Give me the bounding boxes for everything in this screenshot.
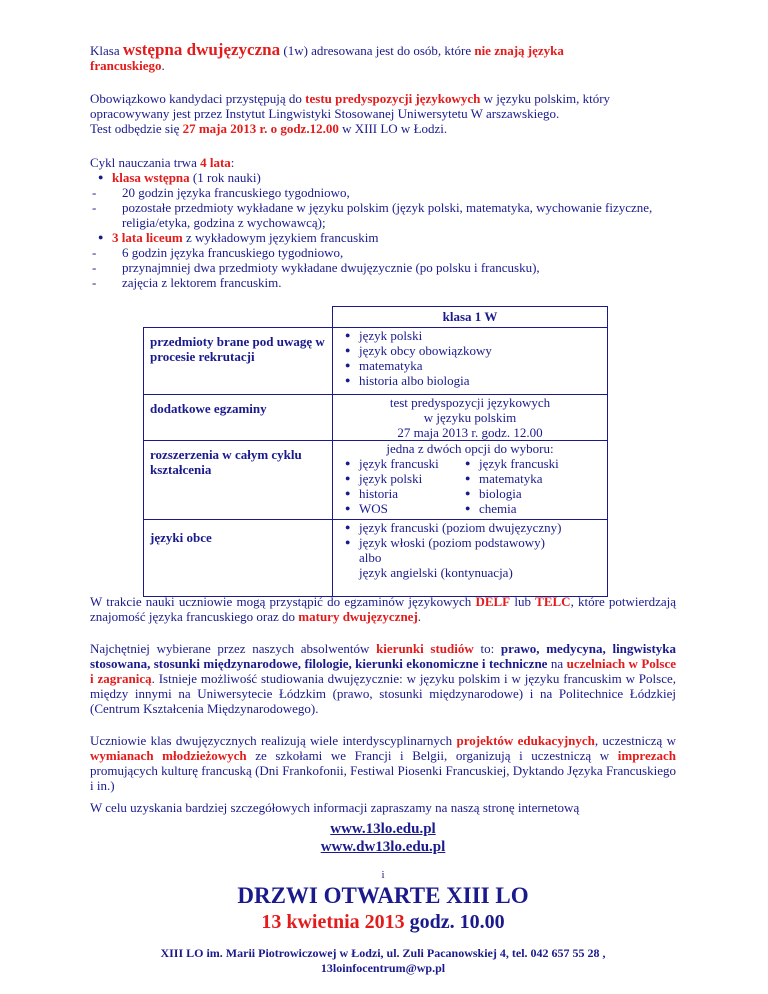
list-item: ● język polski bbox=[337, 471, 483, 486]
list-item: ● język francuski bbox=[457, 456, 603, 471]
row-label: języki obce bbox=[144, 520, 333, 597]
list-item: ● język polski bbox=[337, 328, 603, 343]
cycle-list bbox=[90, 170, 676, 290]
list-item: - 20 godzin języka francuskiego tygodniowo, bbox=[90, 185, 676, 200]
list-item: ● 3 lata liceum z wykładowym językiem francuskim bbox=[90, 230, 676, 245]
row-label: przedmioty brane pod uwagę w procesie rekrutacji bbox=[144, 328, 333, 395]
class-table: klasa 1 W przedmioty brane pod uwagę w procesie rekrutacji ● język polski ● język obcy obowiązkowy ● matematyka ● historia albo biologia dodatkowe egzaminy test predyspozycji językowych w języku polskim 27 maja 2013 r. godz. 12.00 rozszerzenia w całym cyklu kształcenia jedna z dwóch opcji do wyboru: ● język francuski ● język polski ● historia ● WOS ● język francuski ● matematyka ● biologia ● chemia języki obce ● język francuski (poziom dwujęzyczny) ● język włoski (poziom podstawowy) albo język angielski (kontynuacja) bbox=[143, 306, 608, 597]
list-item: ● chemia bbox=[457, 501, 603, 516]
list-item: - pozostałe przedmioty wykładane w języku polskim (język polski, matematyka, wychowanie fizyczne, religia/etyka, godzina z wychowawcą); bbox=[90, 200, 676, 230]
paragraph-test: Obowiązkowo kandydaci przystępują do testu predyspozycji językowych w języku polskim, który opracowywany jest przez Instytut Lingwistyki Stosowanej Uniwersytetu W arszawskiego. Test odbędzie się 27 maja 2013 r. o godz.12.00 w XIII LO w Łodzi. bbox=[90, 91, 611, 136]
list-item: ● język obcy obowiązkowy bbox=[337, 343, 603, 358]
list-item: - 6 godzin języka francuskiego tygodniowo, bbox=[90, 245, 676, 260]
list-item: ● biologia bbox=[457, 486, 603, 501]
list-item: język angielski (kontynuacja) bbox=[359, 565, 513, 580]
paragraph-projects: Uczniowie klas dwujęzycznych realizują wiele interdyscyplinarnych projektów edukacyjnych, uczestniczą w wymianach młodzieżowych ze szkołami we Francji i Belgii, organizują i uczestniczą w imprezach promujących kulturę francuską (Dni Frankofonii, Festiwal Piosenki Francuskiej, Dyktando Języka Francuskiego i in.) bbox=[90, 733, 677, 793]
list-item: ● historia albo biologia bbox=[337, 373, 603, 388]
footer: XIII LO im. Marii Piotrowiczowej w Łodzi, ul. Zuli Pacanowskiej 4, tel. 042 657 55 28 , 13loinfocentrum@wp.pl bbox=[80, 946, 686, 976]
list-item: ● historia bbox=[337, 486, 483, 501]
list-item: - przynajmniej dwa przedmioty wykładane dwujęzycznie (po polsku i francusku), bbox=[90, 260, 676, 275]
paragraph-exams: W trakcie nauki uczniowie mogą przystąpić do egzaminów językowych DELF lub TELC, które potwierdzają znajomość języka francuskiego oraz do matury dwujęzycznej. bbox=[90, 594, 677, 624]
table-header: klasa 1 W bbox=[333, 307, 608, 328]
list-item: ● język francuski (poziom dwujęzyczny) bbox=[337, 520, 603, 535]
paragraph-cycle: Cykl nauczania trwa 4 lata: ● klasa wstępna (1 rok nauki) - 20 godzin języka francuskiego tygodniowo, - pozostałe przedmioty wykładane w języku polskim (język polski, matematyka, wychowanie fizyczne, religia/etyka, godzina z wychowawcą); ● 3 lata liceum z wykładowym językiem francuskim - 6 godzin języka francuskiego tygodniowo, - przynajmniej dwa przedmioty wykładane dwujęzycznie (po polsku i francusku), - zajęcia z lektorem francuskim. bbox=[90, 155, 676, 290]
open-day-title: DRZWI OTWARTE XIII LO bbox=[237, 883, 529, 908]
footer-email: 13loinfocentrum@wp.pl bbox=[320, 961, 446, 975]
list-item: albo bbox=[359, 550, 382, 565]
row-label: dodatkowe egzaminy bbox=[144, 395, 333, 441]
conjunction: i bbox=[381, 869, 385, 881]
website-link-dw[interactable]: www.dw13lo.edu.pl bbox=[320, 839, 446, 855]
website-links bbox=[90, 820, 676, 856]
list-item: - zajęcia z lektorem francuskim. bbox=[90, 275, 676, 290]
languages-list bbox=[337, 520, 603, 580]
row-label: rozszerzenia w całym cyklu kształcenia bbox=[144, 441, 333, 520]
paragraph-intro: Klasa wstępna dwujęzyczna (1w) adresowana jest do osób, które nie znają języka francuskiego. bbox=[90, 40, 564, 73]
list-item: ● klasa wstępna (1 rok nauki) bbox=[90, 170, 676, 185]
recruitment-subjects bbox=[337, 328, 603, 388]
list-item: ● język włoski (poziom podstawowy) bbox=[337, 535, 603, 550]
list-item: ● język francuski bbox=[337, 456, 483, 471]
list-item: ● matematyka bbox=[337, 358, 603, 373]
website-link[interactable]: www.13lo.edu.pl bbox=[330, 821, 436, 837]
paragraph-studies: Najchętniej wybierane przez naszych absolwentów kierunki studiów to: prawo, medycyna, lingwistyka stosowana, stosunki międzynarodowe, filologie, kierunki ekonomiczne i techniczne na uczelniach w Polsce i zagranicą. Istnieje możliwość studiowania dwujęzycznie: w języku polskim i w języku francuskim w Polsce, między innymi na Uniwersytecie Łódzkim (prawo, stosunki międzynarodowe) i na Politechnice Łódzkiej (Centrum Kształcenia Międzynarodowego). bbox=[90, 641, 677, 716]
paragraph-website: W celu uzyskania bardziej szczegółowych informacji zapraszamy na naszą stronę internetową bbox=[90, 800, 580, 815]
open-day-date: 13 kwietnia 2013 godz. 10.00 bbox=[261, 911, 505, 933]
option-b-list bbox=[457, 456, 603, 516]
list-item: ● matematyka bbox=[457, 471, 603, 486]
list-item: ● WOS bbox=[337, 501, 483, 516]
